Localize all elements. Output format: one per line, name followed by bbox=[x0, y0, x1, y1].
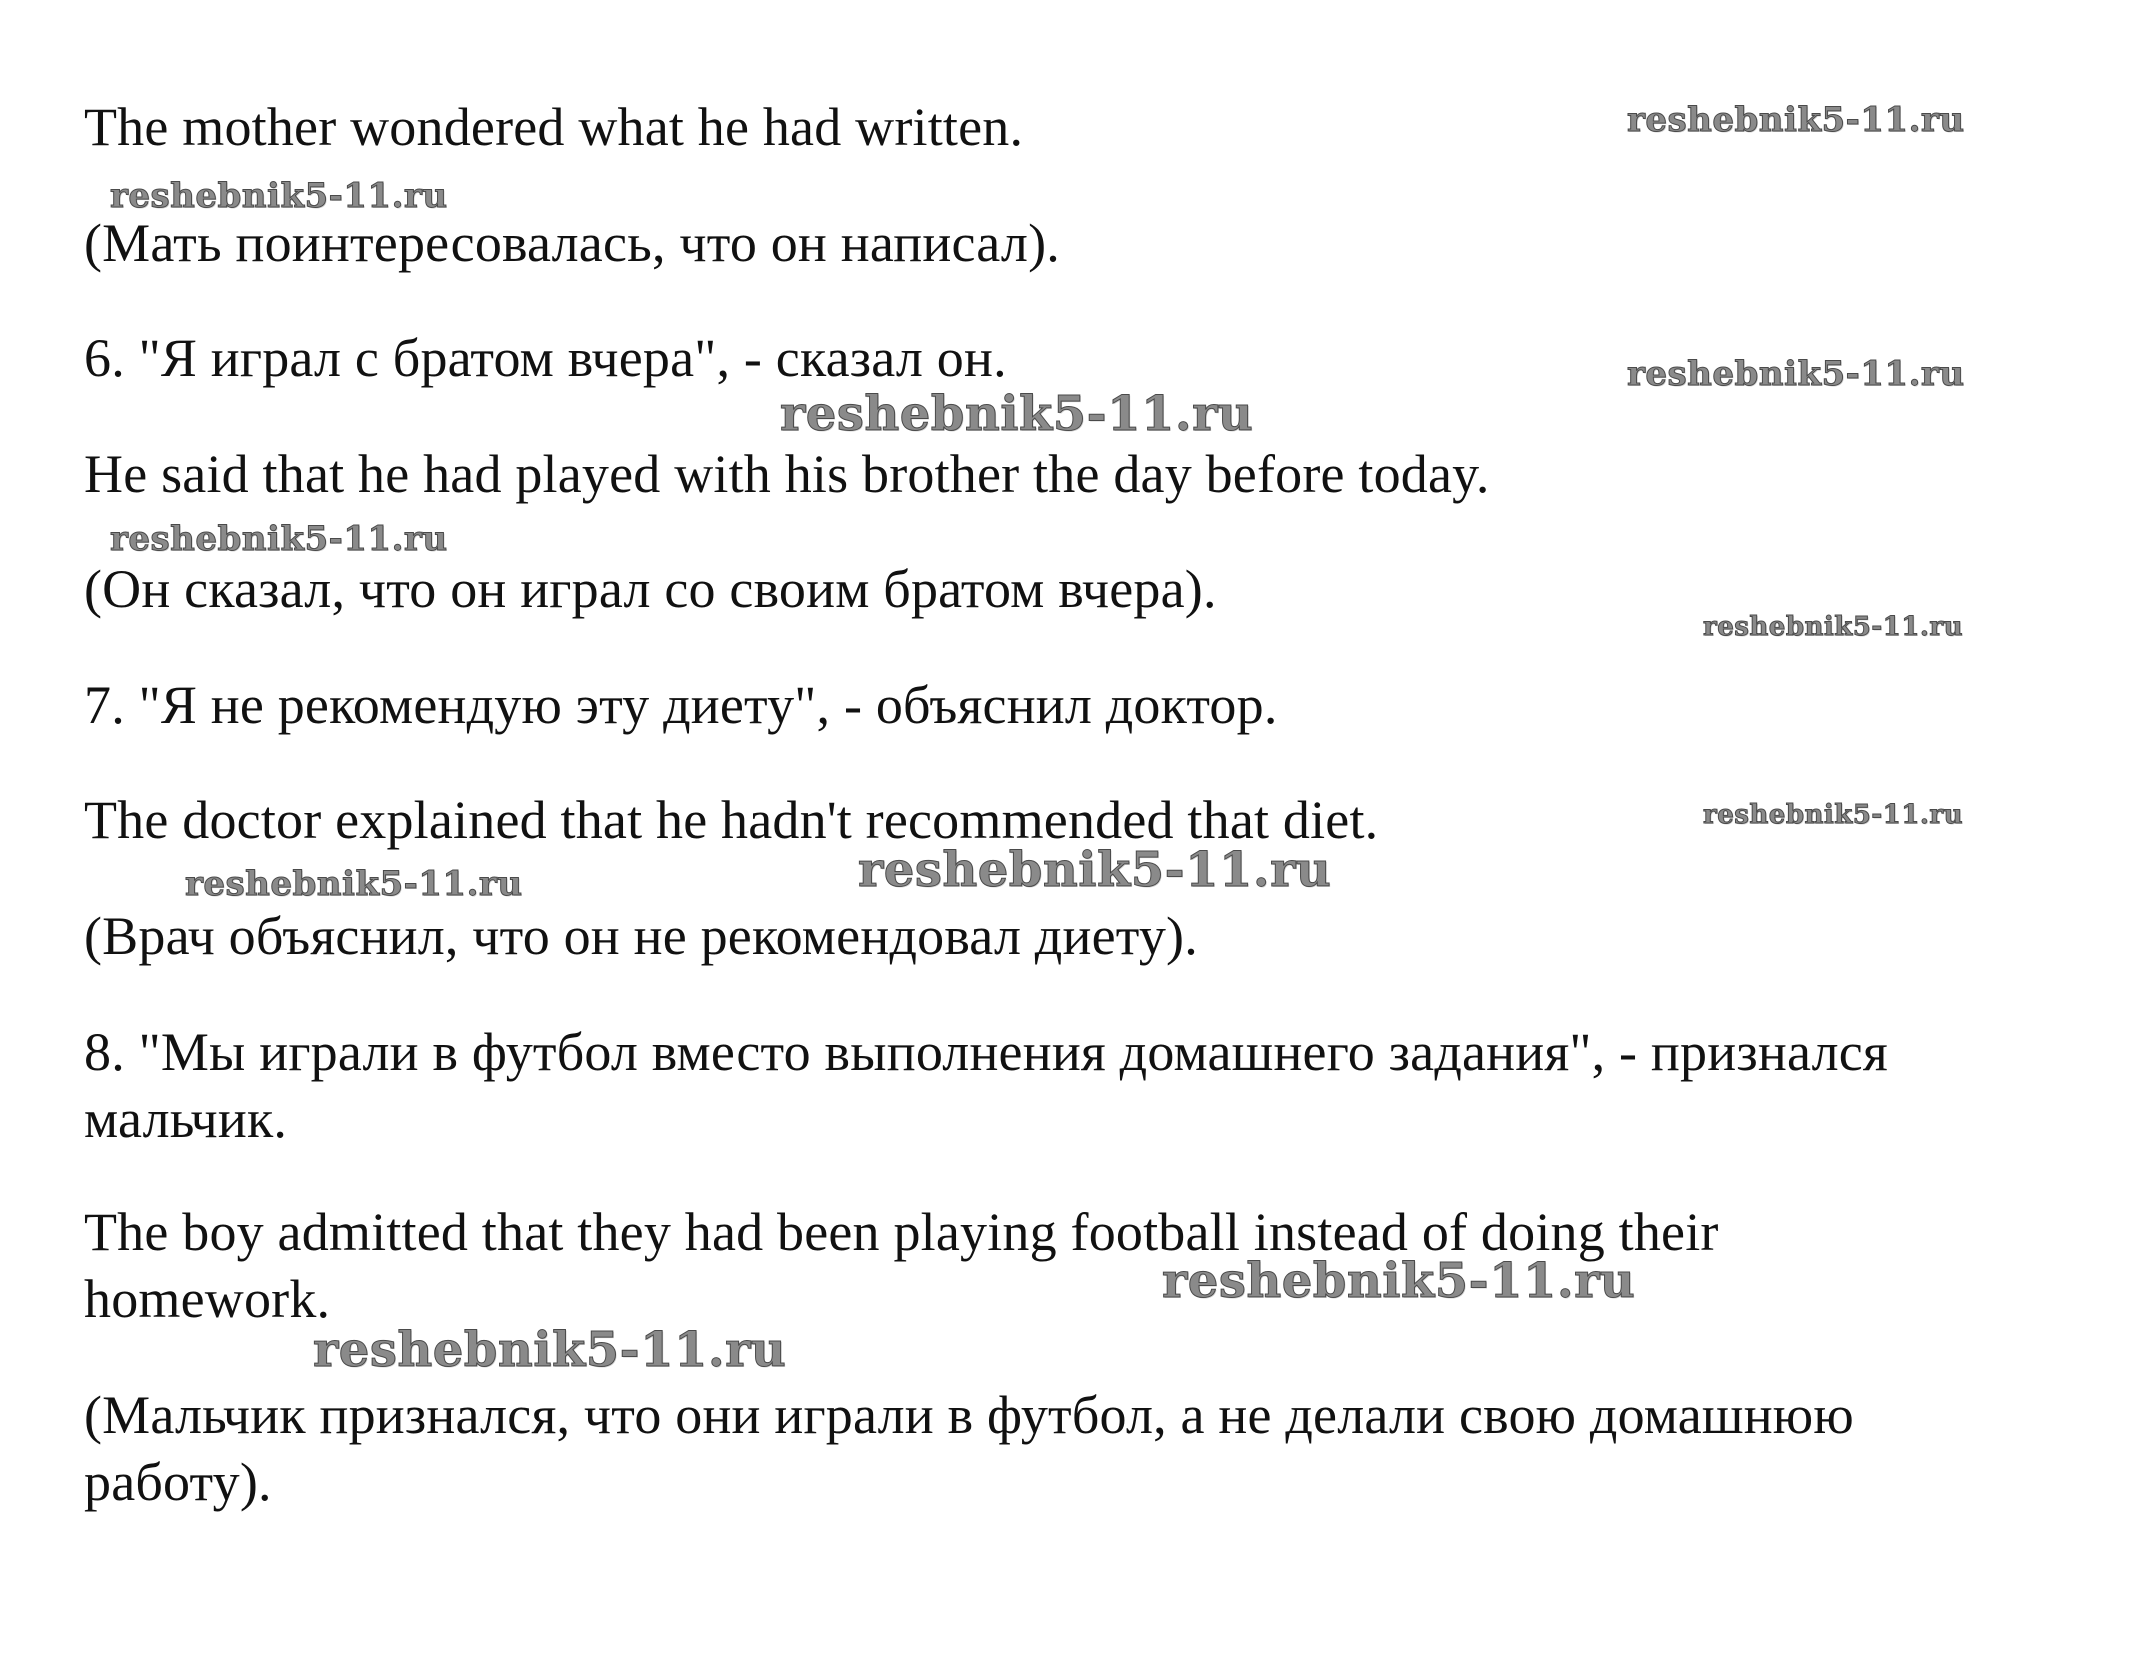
watermark: reshebnik5-11.ru bbox=[1703, 800, 1964, 830]
watermark: reshebnik5-11.ru bbox=[110, 519, 448, 559]
text-line: работу). bbox=[84, 1452, 272, 1512]
watermark: reshebnik5-11.ru bbox=[1162, 1253, 1636, 1309]
text-line: homework. bbox=[84, 1269, 331, 1329]
text-line: The doctor explained that he hadn't recommended that diet. bbox=[84, 790, 1379, 850]
watermark: reshebnik5-11.ru bbox=[313, 1322, 787, 1378]
text-line: мальчик. bbox=[84, 1089, 288, 1149]
text-line: 7. "Я не рекомендую эту диету", - объяснил доктор. bbox=[84, 675, 1278, 735]
text-line: (Он сказал, что он играл со своим братом вчера). bbox=[84, 559, 1217, 619]
text-line: (Мальчик признался, что они играли в футбол, а не делали свою домашнюю bbox=[84, 1385, 1854, 1445]
watermark: reshebnik5-11.ru bbox=[1627, 100, 1965, 140]
watermark: reshebnik5-11.ru bbox=[858, 842, 1332, 898]
text-line: 6. "Я играл с братом вчера", - сказал он. bbox=[84, 328, 1007, 388]
watermark: reshebnik5-11.ru bbox=[185, 864, 523, 904]
text-line: (Мать поинтересовалась, что он написал). bbox=[84, 213, 1060, 273]
text-line: 8. "Мы играли в футбол вместо выполнения домашнего задания", - признался bbox=[84, 1022, 1888, 1082]
watermark: reshebnik5-11.ru bbox=[1627, 354, 1965, 394]
watermark: reshebnik5-11.ru bbox=[1703, 612, 1964, 642]
text-line: He said that he had played with his brother the day before today. bbox=[84, 444, 1490, 504]
text-line: The boy admitted that they had been playing football instead of doing their bbox=[84, 1202, 1719, 1262]
watermark: reshebnik5-11.ru bbox=[110, 176, 448, 216]
text-line: (Врач объяснил, что он не рекомендовал диету). bbox=[84, 906, 1198, 966]
text-line: The mother wondered what he had written. bbox=[84, 97, 1024, 157]
watermark: reshebnik5-11.ru bbox=[780, 386, 1254, 442]
